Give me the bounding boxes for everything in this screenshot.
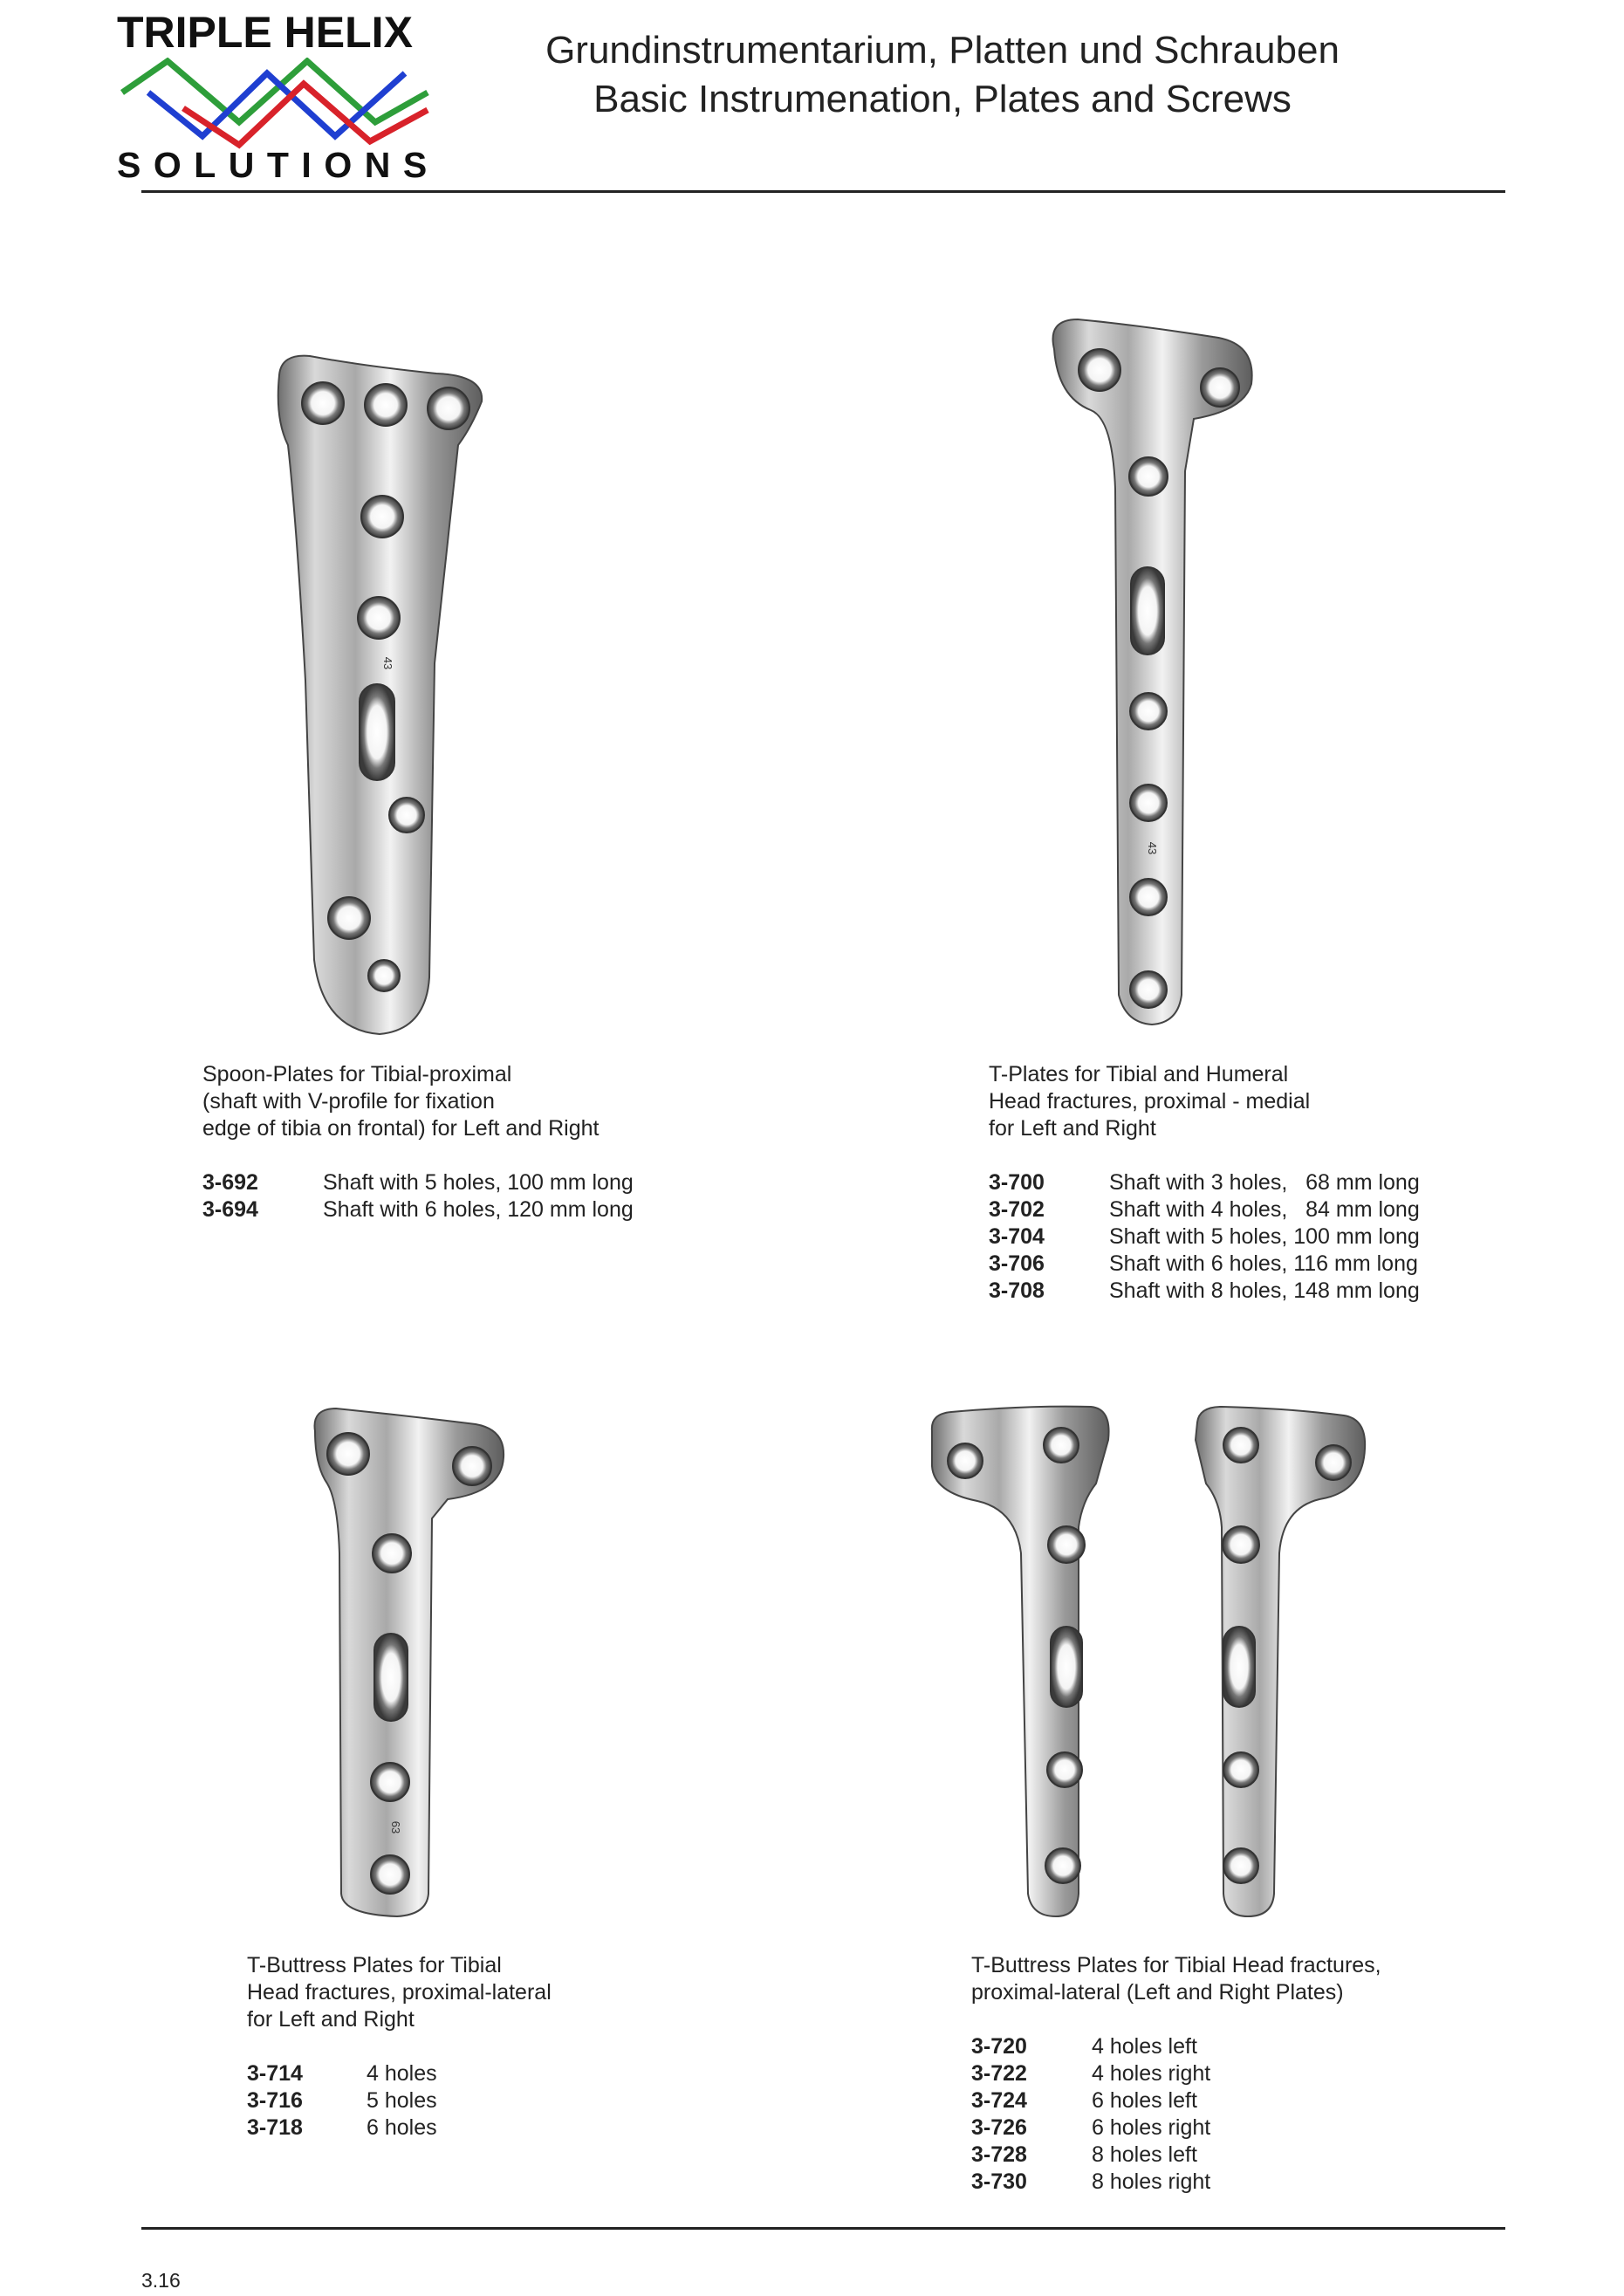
page-titles bbox=[471, 26, 1414, 124]
t-plates-list bbox=[989, 1169, 1477, 1305]
description-line: for Left and Right bbox=[247, 2007, 415, 2032]
plate-engraving: 43 bbox=[381, 656, 394, 670]
brand-logo bbox=[117, 7, 440, 186]
description-line: Head fractures, proximal - medial bbox=[989, 1089, 1311, 1114]
article-number: 3-706 bbox=[989, 1251, 1045, 1276]
description-line: T-Plates for Tibial and Humeral bbox=[989, 1062, 1289, 1086]
article-description: Shaft with 4 holes, 84 mm long bbox=[1109, 1197, 1420, 1222]
article-description: Shaft with 5 holes, 100 mm long bbox=[323, 1170, 634, 1195]
description-line: T-Buttress Plates for Tibial bbox=[247, 1953, 502, 1977]
t-buttress-plates-description bbox=[247, 1952, 552, 2033]
plate-engraving: 43 bbox=[1146, 841, 1159, 855]
list-item bbox=[971, 2169, 1320, 2196]
description-line: proximal-lateral (Left and Right Plates) bbox=[971, 1980, 1344, 2005]
article-number: 3-702 bbox=[989, 1197, 1045, 1222]
t-buttress-plate-left-image bbox=[925, 1405, 1117, 1920]
description-line: for Left and Right bbox=[989, 1116, 1156, 1141]
article-number: 3-708 bbox=[989, 1278, 1045, 1303]
article-description: Shaft with 6 holes, 120 mm long bbox=[323, 1197, 634, 1222]
article-description: 8 holes left bbox=[1092, 2142, 1197, 2167]
list-item bbox=[989, 1223, 1477, 1251]
article-description: Shaft with 3 holes, 68 mm long bbox=[1109, 1170, 1420, 1195]
article-number: 3-700 bbox=[989, 1170, 1045, 1195]
t-plate-image bbox=[1038, 314, 1265, 1030]
description-line: T-Buttress Plates for Tibial Head fractures, bbox=[971, 1953, 1381, 1977]
article-description: 6 holes bbox=[367, 2115, 437, 2140]
footer-divider bbox=[141, 2227, 1505, 2230]
description-line: edge of tibia on frontal) for Left and Right bbox=[202, 1116, 600, 1141]
spoon-plates-description bbox=[202, 1061, 599, 1142]
list-item bbox=[971, 2114, 1320, 2142]
description-line: Head fractures, proximal-lateral bbox=[247, 1980, 552, 2005]
list-item bbox=[989, 1278, 1477, 1305]
article-number: 3-726 bbox=[971, 2115, 1027, 2140]
article-number: 3-694 bbox=[202, 1197, 258, 1222]
list-item bbox=[247, 2087, 596, 2114]
article-description: Shaft with 6 holes, 116 mm long bbox=[1109, 1251, 1418, 1276]
article-number: 3-692 bbox=[202, 1170, 258, 1195]
list-item bbox=[989, 1169, 1477, 1196]
header-divider bbox=[141, 190, 1505, 193]
title-german: Grundinstrumentarium, Platten und Schrauben bbox=[545, 29, 1340, 72]
article-number: 3-724 bbox=[971, 2088, 1027, 2113]
list-item bbox=[989, 1251, 1477, 1278]
t-buttress-head-plates-list bbox=[971, 2033, 1320, 2196]
article-description: 4 holes right bbox=[1092, 2061, 1211, 2086]
spoon-plates-list bbox=[202, 1169, 691, 1223]
article-number: 3-728 bbox=[971, 2142, 1027, 2167]
article-description: 6 holes right bbox=[1092, 2115, 1211, 2140]
list-item bbox=[971, 2142, 1320, 2169]
description-line: (shaft with V-profile for fixation bbox=[202, 1089, 495, 1114]
title-english: Basic Instrumenation, Plates and Screws bbox=[593, 78, 1292, 120]
article-number: 3-704 bbox=[989, 1224, 1045, 1249]
article-description: 8 holes right bbox=[1092, 2169, 1211, 2194]
t-buttress-plate-right-image bbox=[1187, 1405, 1370, 1920]
t-buttress-plates-list bbox=[247, 2060, 596, 2142]
article-description: 4 holes bbox=[367, 2061, 437, 2086]
list-item bbox=[971, 2033, 1320, 2060]
page-number: 3.16 bbox=[141, 2269, 181, 2292]
t-buttress-plate-image bbox=[301, 1405, 510, 1920]
article-number: 3-716 bbox=[247, 2088, 303, 2113]
list-item bbox=[247, 2060, 596, 2087]
list-item bbox=[202, 1196, 691, 1223]
article-number: 3-722 bbox=[971, 2061, 1027, 2086]
list-item bbox=[202, 1169, 691, 1196]
article-description: Shaft with 8 holes, 148 mm long bbox=[1109, 1278, 1420, 1303]
brand-name-top: TRIPLE HELIX bbox=[117, 8, 413, 57]
article-number: 3-714 bbox=[247, 2061, 303, 2086]
article-number: 3-730 bbox=[971, 2169, 1027, 2194]
helix-waves-icon bbox=[117, 58, 431, 154]
plate-engraving: 63 bbox=[389, 1820, 402, 1834]
article-description: Shaft with 5 holes, 100 mm long bbox=[1109, 1224, 1420, 1249]
article-description: 6 holes left bbox=[1092, 2088, 1197, 2113]
list-item bbox=[971, 2060, 1320, 2087]
list-item bbox=[989, 1196, 1477, 1223]
list-item bbox=[971, 2087, 1320, 2114]
spoon-plate-image bbox=[262, 349, 497, 1038]
list-item bbox=[247, 2114, 596, 2142]
description-line: Spoon-Plates for Tibial-proximal bbox=[202, 1062, 512, 1086]
t-buttress-head-plates-description bbox=[971, 1952, 1381, 2006]
article-number: 3-718 bbox=[247, 2115, 303, 2140]
article-number: 3-720 bbox=[971, 2034, 1027, 2059]
t-plates-description bbox=[989, 1061, 1310, 1142]
brand-name-bottom: SOLUTIONS bbox=[117, 145, 440, 185]
article-description: 5 holes bbox=[367, 2088, 437, 2113]
wave-blue bbox=[148, 73, 405, 136]
article-description: 4 holes left bbox=[1092, 2034, 1197, 2059]
